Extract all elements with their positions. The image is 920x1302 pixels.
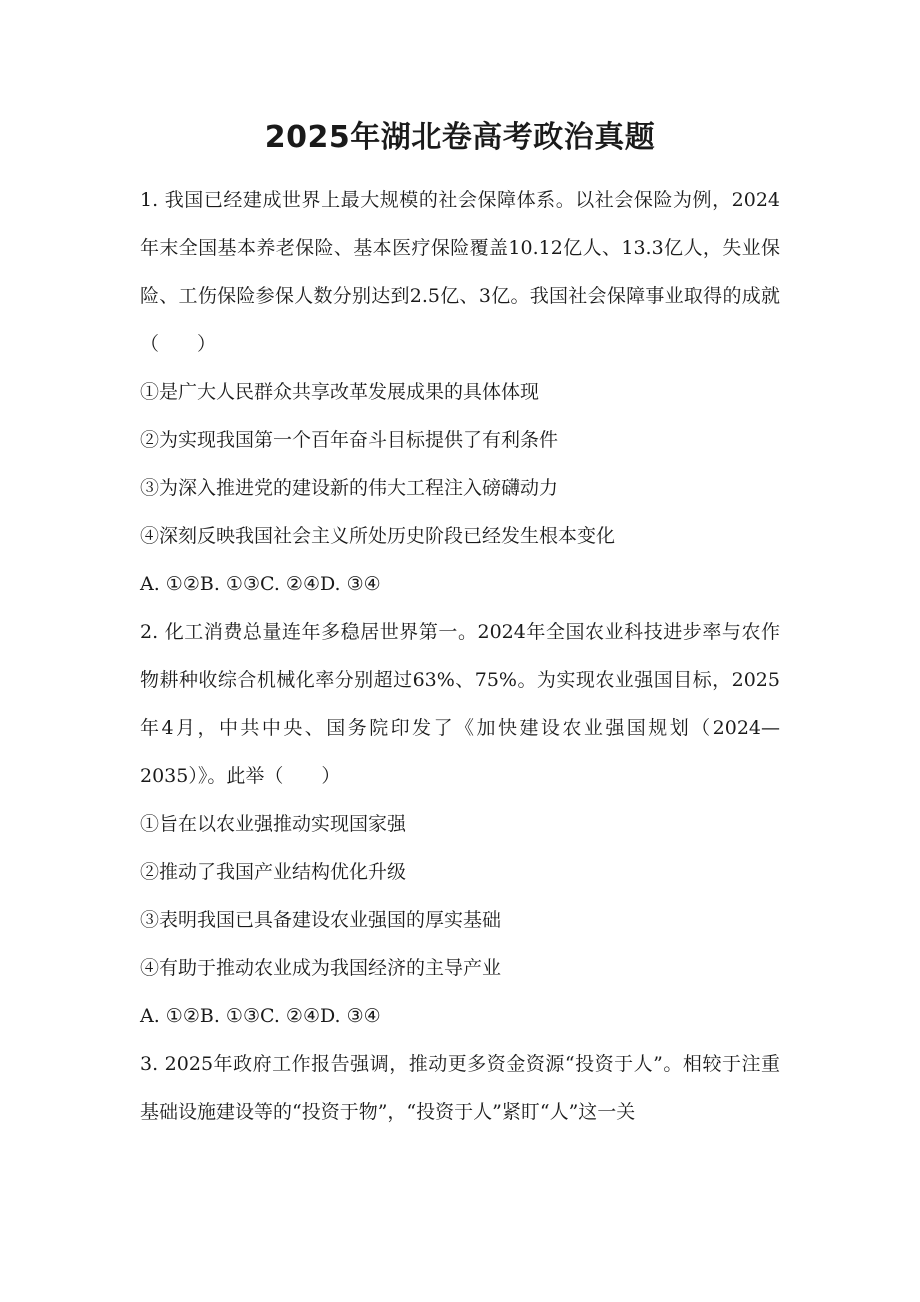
question-1-answer-choices: A. ①②B. ①③C. ②④D. ③④	[140, 573, 381, 595]
question-1-stem: 1. 我国已经建成世界上最大规模的社会保障体系。以社会保险为例，2024年末全国基本养老保险、基本医疗保险覆盖10.12亿人、13.3亿人，失业保险、工伤保险参保人数分别达到2.5亿、3亿。我国社会保障事业取得的成就（ ）	[140, 189, 780, 355]
question-2-stem: 2. 化工消费总量连年多稳居世界第一。2024年全国农业科技进步率与农作物耕种收综合机械化率分别超过63%、75%。为实现农业强国目标，2025年4月，中共中央、国务院印发了《加快建设农业强国规划（2024—2035）》。此举（ ）	[140, 621, 780, 787]
question-3-stem: 3. 2025年政府工作报告强调，推动更多资金资源“投资于人”。相较于注重基础设施建设等的“投资于物”，“投资于人”紧盯“人”这一关	[140, 1053, 780, 1123]
question-2-option-4: ④有助于推动农业成为我国经济的主导产业	[140, 957, 502, 979]
document-title: 2025年湖北卷高考政治真题	[264, 120, 656, 155]
question-1-option-1: ①是广大人民群众共享改革发展成果的具体体现	[140, 381, 540, 403]
question-1-option-4: ④深刻反映我国社会主义所处历史阶段已经发生根本变化	[140, 525, 616, 547]
document-body	[140, 176, 780, 1136]
question-1-option-2: ②为实现我国第一个百年奋斗目标提供了有利条件	[140, 429, 559, 451]
question-2-answer-choices: A. ①②B. ①③C. ②④D. ③④	[140, 1005, 381, 1027]
question-2-option-2: ②推动了我国产业结构优化升级	[140, 861, 407, 883]
question-2-option-1: ①旨在以农业强推动实现国家强	[140, 813, 407, 835]
question-2-option-3: ③表明我国已具备建设农业强国的厚实基础	[140, 909, 502, 931]
question-1-option-3: ③为深入推进党的建设新的伟大工程注入磅礴动力	[140, 477, 559, 499]
